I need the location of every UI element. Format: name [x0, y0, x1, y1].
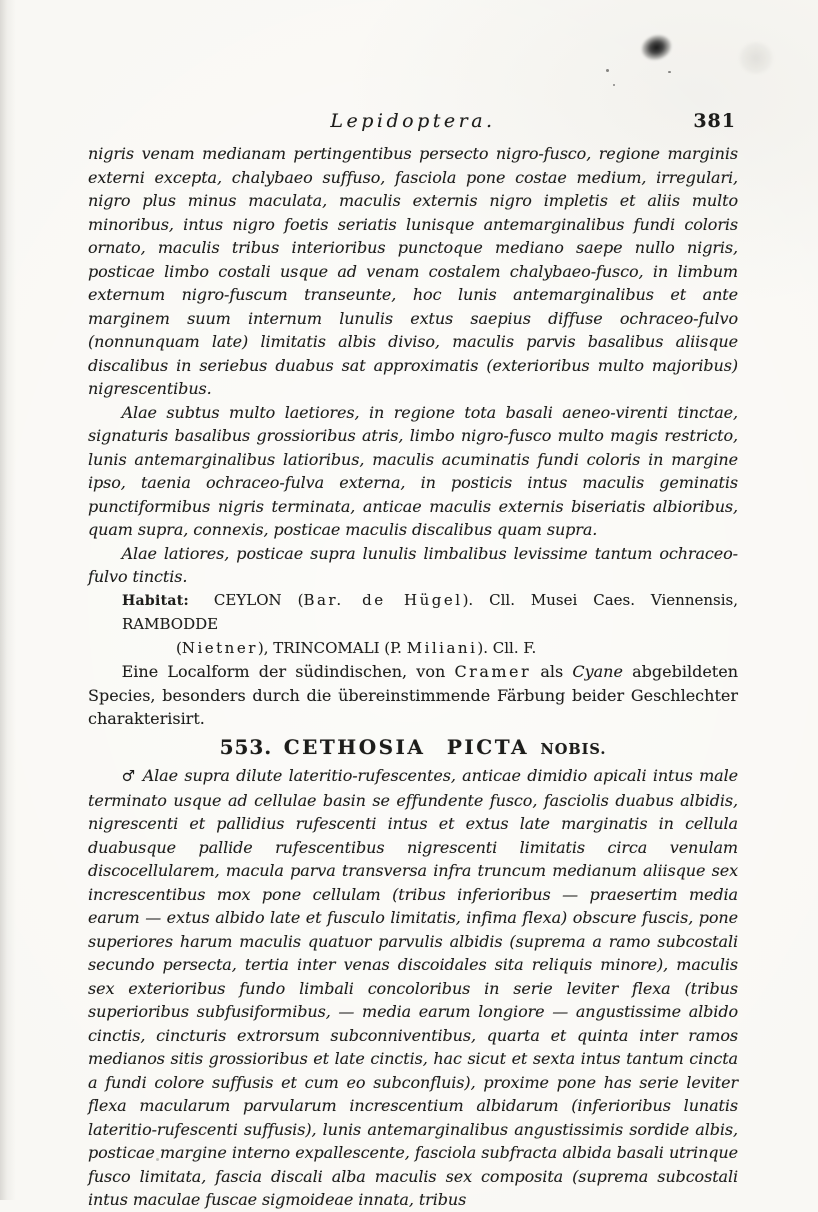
species-description	[88, 764, 738, 1212]
habitat-label: Habitat:	[122, 592, 189, 609]
species-name: CETHOSIA PICTA	[283, 734, 530, 759]
note-text: als	[531, 662, 573, 681]
note-text: abgebildeten Species, besonders durch die übereinstimmende Färbung beider Geschlechter charakterisirt.	[88, 662, 738, 728]
page-title: Lepidoptera.	[330, 110, 496, 132]
note-species-name: Cyane	[572, 662, 623, 681]
text-block	[88, 142, 738, 1212]
note-paragraph	[88, 660, 738, 731]
species-number: 553.	[219, 734, 273, 759]
male-symbol: ♂	[121, 767, 137, 785]
species-description-text: Alae supra dilute lateritio-rufescentes, anticae dimidio apicali intus male terminato usque ad cellulae basin se effundente fusco, fasciolis duabus albidis, nigrescenti et pallidius rufescenti intus et extus late marginatis in cellula duabusque pallide rufescentibus nigrescenti limitatis circa venulam discocellularem, macula parva transversa infra truncum medianum aliisque sex increscentibus mox pone cellulam (tribus inferioribus — praesertim media earum — extus albido late et fusculo limitatis, infima flexa) obscure fuscis, pone superiores harum maculis quatuor parvulis albidis (suprema a ramo subcostali secundo persecta, tertia inter venas discoidales sita reliquis minore), maculis sex exterioribus fundo limbali concoloribus in serie leviter flexa (tribus superioribus subfusiformibus, — media earum longiore — angustissime albido cinctis, cincturis extrorsum subconniventibus, quarta et quinta inter ramos medianos sitis grossioribus et late cinctis, hac sicut et sexta intus tantum cincta a fundi colore suffusis et cum eo subconfluis), proxime pone has serie leviter flexa macularum parvularum increscentium albidarum (inferioribus lunatis lateritio-rufescenti suffusis), lunis antemarginalibus angustissimis sordide albis, posticae margine interno expallescente, fasciola subfracta albida basali utrinque fusco limitata, fascia discali alba maculis sex composita (suprema subcostali intus maculae fuscae sigmoideae innata, tribus	[88, 766, 738, 1209]
ink-spot	[638, 31, 675, 64]
note-author-name: Cramer	[454, 662, 532, 681]
paragraph-continuation: nigris venam medianam pertingentibus persecto nigro-fusco, regione marginis externi excepta, chalybaeo suffuso, fasciola pone costae medium, irregulari, nigro plus minus maculata, maculis externis nigro impletis et aliis multo minoribus, intus nigro foetis seriatis lunisque antemarginalibus fundi coloris ornato, maculis tribus interioribus punctoque mediano saepe nullo nigris, posticae limbo costali usque ad venam costalem chalybaeo-fusco, in limbum externum nigro-fuscum transeunte, hoc lunis antemarginalibus et ante marginem suum internum lunulis extus saepius diffuse ochraceo-fulvo (nonnunquam late) limitatis albis diviso, maculis parvis basalibus aliisque discalibus in seriebus duabus sat approximatis (exterioribus multo majoribus) nigrescentibus.	[88, 144, 738, 398]
habitat-locality-text: ). Cll. F.	[477, 638, 537, 657]
habitat-locality-text: ). Cll. Musei Caes. Viennensis, RAMBODDE	[122, 590, 738, 633]
habitat-locality-text: (	[176, 638, 182, 657]
paragraph-alae-subtus: Alae subtus multo laetiores, in regione tota basali aeneo-virenti tinctae, signaturis basalibus grossioribus atris, limbo nigro-fusco multo magis restricto, lunis antemarginalibus latioribus, maculis acuminatis fundi coloris in margine ipso, taenia ochraceo-fulva externa, in posticis intus maculis geminatis punctiformibus nigris terminata, anticae maculis externis biseriatis albioribus, quam supra, connexis, posticae maculis discalibus quam supra.	[88, 402, 738, 539]
habitat-block	[88, 589, 738, 661]
page-number: 381	[693, 110, 736, 132]
habitat-collector-name: Miliani	[406, 638, 478, 657]
paragraph-alae-latiores: Alae latiores, posticae supra lunulis limbalibus levissime tantum ochraceo-fulvo tinctis.	[88, 543, 738, 586]
species-heading	[88, 736, 738, 762]
paper-speck	[613, 84, 615, 86]
species-author: NOBIS.	[540, 740, 607, 758]
running-header	[88, 110, 738, 136]
paper-speck	[606, 69, 609, 72]
habitat-collector-name: Bar. de Hügel	[303, 590, 463, 609]
habitat-collector-name: Nietner	[181, 638, 258, 657]
habitat-locality-text: CEYLON (	[213, 590, 304, 609]
habitat-locality-text: ), TRINCOMALI (P.	[257, 638, 407, 657]
scan-edge-shadow	[0, 0, 16, 1200]
habitat-line-1	[88, 589, 738, 637]
note-text: Eine Localform der südindischen, von	[121, 662, 455, 681]
habitat-line-2	[88, 637, 738, 661]
paper-speck	[668, 71, 671, 73]
faint-smudge	[738, 42, 774, 74]
